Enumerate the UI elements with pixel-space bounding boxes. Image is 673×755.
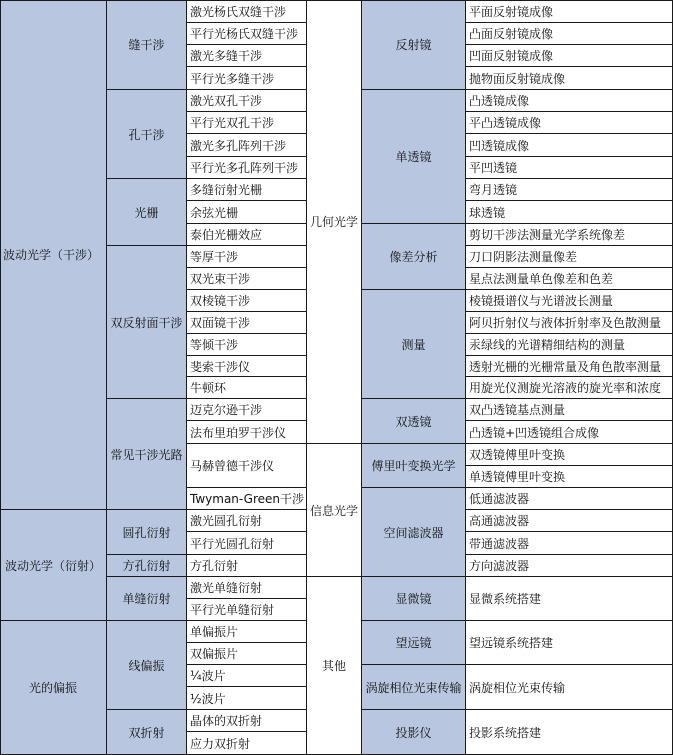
experiment-item: 激光双孔干涉 bbox=[187, 90, 307, 112]
category-wave-optics-interference: 波动光学（干涉） bbox=[0, 0, 107, 510]
subcategory-hole-interference: 孔干涉 bbox=[107, 90, 187, 179]
experiment-item: 凸透镜成像 bbox=[466, 90, 673, 112]
experiment-item: ¼波片 bbox=[187, 665, 307, 687]
experiment-item: 星点法测量单色像差和色差 bbox=[466, 268, 673, 290]
category-wave-optics-diffraction: 波动光学（衍射） bbox=[0, 510, 107, 621]
experiment-item: 平面反射镜成像 bbox=[466, 0, 673, 23]
subcategory-aberration-analysis: 像差分析 bbox=[362, 224, 466, 290]
experiment-item: 迈克尔逊干涉 bbox=[187, 399, 307, 421]
subcategory-fourier-optics: 傅里叶变换光学 bbox=[362, 444, 466, 488]
experiment-item: 应力双折射 bbox=[187, 732, 307, 755]
subcategory-double-lens: 双透镜 bbox=[362, 399, 466, 444]
experiment-item: 方孔衍射 bbox=[187, 555, 307, 577]
experiment-item: 余弦光栅 bbox=[187, 201, 307, 224]
experiment-item: 平行光单缝衍射 bbox=[187, 599, 307, 621]
experiment-item: 平凹透镜 bbox=[466, 157, 673, 179]
subcategory-spatial-filter: 空间滤波器 bbox=[362, 488, 466, 577]
subcategory-microscope: 显微镜 bbox=[362, 577, 466, 621]
experiment-item: 投影系统搭建 bbox=[466, 710, 673, 755]
category-other: 其他 bbox=[307, 577, 362, 755]
experiment-item: 方向滤波器 bbox=[466, 555, 673, 577]
experiment-item: 平行光双孔干涉 bbox=[187, 112, 307, 134]
experiment-item: 抛物面反射镜成像 bbox=[466, 67, 673, 90]
experiment-item: 望远镜系统搭建 bbox=[466, 621, 673, 665]
category-polarization: 光的偏振 bbox=[0, 621, 107, 755]
experiment-item: 泰伯光栅效应 bbox=[187, 224, 307, 246]
experiment-item: 激光多缝干涉 bbox=[187, 45, 307, 67]
experiment-item: 凹透镜成像 bbox=[466, 134, 673, 157]
experiment-item: 刀口阴影法测量像差 bbox=[466, 246, 673, 268]
subcategory-grating: 光栅 bbox=[107, 179, 187, 246]
experiment-item: 球透镜 bbox=[466, 201, 673, 224]
subcategory-mirror: 反射镜 bbox=[362, 0, 466, 90]
experiment-item: 显微系统搭建 bbox=[466, 577, 673, 621]
experiment-item: 双透镜傅里叶变换 bbox=[466, 444, 673, 466]
experiment-item: 汞绿线的光谱精细结构的测量 bbox=[466, 334, 673, 356]
experiment-item: 激光杨氏双缝干涉 bbox=[187, 0, 307, 23]
experiment-item: 双凸透镜基点测量 bbox=[466, 399, 673, 421]
subcategory-slit-interference: 缝干涉 bbox=[107, 0, 187, 90]
subcategory-vortex-beam: 涡旋相位光束传输 bbox=[362, 665, 466, 710]
experiment-item: 法布里珀罗干涉仪 bbox=[187, 421, 307, 444]
experiment-item: 马赫曾德干涉仪 bbox=[187, 444, 307, 488]
subcategory-single-lens: 单透镜 bbox=[362, 90, 466, 224]
experiment-item: 平行光多孔阵列干涉 bbox=[187, 157, 307, 179]
experiment-item: 双光束干涉 bbox=[187, 268, 307, 290]
subcategory-telescope: 望远镜 bbox=[362, 621, 466, 665]
experiment-item: 牛顿环 bbox=[187, 377, 307, 399]
experiment-item: 平行光多缝干涉 bbox=[187, 67, 307, 90]
experiment-item: 等倾干涉 bbox=[187, 334, 307, 356]
subcategory-square-aperture-diffraction: 方孔衍射 bbox=[107, 555, 187, 577]
experiment-item: 平行光杨氏双缝干涉 bbox=[187, 23, 307, 45]
experiment-item: 低通滤波器 bbox=[466, 488, 673, 510]
experiment-item: 单偏振片 bbox=[187, 621, 307, 643]
experiment-item: 激光多孔阵列干涉 bbox=[187, 134, 307, 157]
experiment-item: 双面镜干涉 bbox=[187, 312, 307, 334]
experiment-item: 多缝衍射光栅 bbox=[187, 179, 307, 201]
category-information-optics: 信息光学 bbox=[307, 444, 362, 577]
experiment-item: 透射光栅的光栅常量及角色散率测量 bbox=[466, 356, 673, 377]
experiment-item: 凸透镜+凹透镜组合成像 bbox=[466, 421, 673, 444]
experiment-item: 双棱镜干涉 bbox=[187, 290, 307, 312]
experiment-item: 晶体的双折射 bbox=[187, 710, 307, 732]
subcategory-linear-polarization: 线偏振 bbox=[107, 621, 187, 710]
experiment-item: 用旋光仪测旋光溶液的旋光率和浓度 bbox=[466, 377, 673, 399]
experiment-item: 双偏振片 bbox=[187, 643, 307, 665]
subcategory-measurement: 测量 bbox=[362, 290, 466, 399]
experiment-item: 涡旋相位光束传输 bbox=[466, 665, 673, 710]
experiment-item: 阿贝折射仪与液体折射率及色散测量 bbox=[466, 312, 673, 334]
subcategory-single-slit-diffraction: 单缝衍射 bbox=[107, 577, 187, 621]
experiment-item: 激光圆孔衍射 bbox=[187, 510, 307, 532]
experiment-item: ½波片 bbox=[187, 687, 307, 710]
experiment-item: 凹面反射镜成像 bbox=[466, 45, 673, 67]
experiment-item: 弯月透镜 bbox=[466, 179, 673, 201]
experiment-item: 平凸透镜成像 bbox=[466, 112, 673, 134]
experiment-item: 等厚干涉 bbox=[187, 246, 307, 268]
category-geometric-optics: 几何光学 bbox=[307, 0, 362, 444]
experiment-item: 棱镜摄谱仪与光谱波长测量 bbox=[466, 290, 673, 312]
subcategory-projector: 投影仪 bbox=[362, 710, 466, 755]
subcategory-double-reflection-interference: 双反射面干涉 bbox=[107, 246, 187, 399]
experiment-item: 斐索干涉仪 bbox=[187, 356, 307, 377]
experiment-item: 高通滤波器 bbox=[466, 510, 673, 532]
experiment-item: 平行光圆孔衍射 bbox=[187, 532, 307, 555]
experiment-item: 凸面反射镜成像 bbox=[466, 23, 673, 45]
experiment-item: 剪切干涉法测量光学系统像差 bbox=[466, 224, 673, 246]
experiment-item: 激光单缝衍射 bbox=[187, 577, 307, 599]
subcategory-common-interference-paths: 常见干涉光路 bbox=[107, 399, 187, 510]
experiment-item: 带通滤波器 bbox=[466, 532, 673, 555]
experiment-item: 单透镜傅里叶变换 bbox=[466, 466, 673, 488]
subcategory-circular-aperture-diffraction: 圆孔衍射 bbox=[107, 510, 187, 555]
subcategory-birefringence: 双折射 bbox=[107, 710, 187, 755]
experiment-item: Twyman-Green干涉 bbox=[187, 488, 307, 510]
